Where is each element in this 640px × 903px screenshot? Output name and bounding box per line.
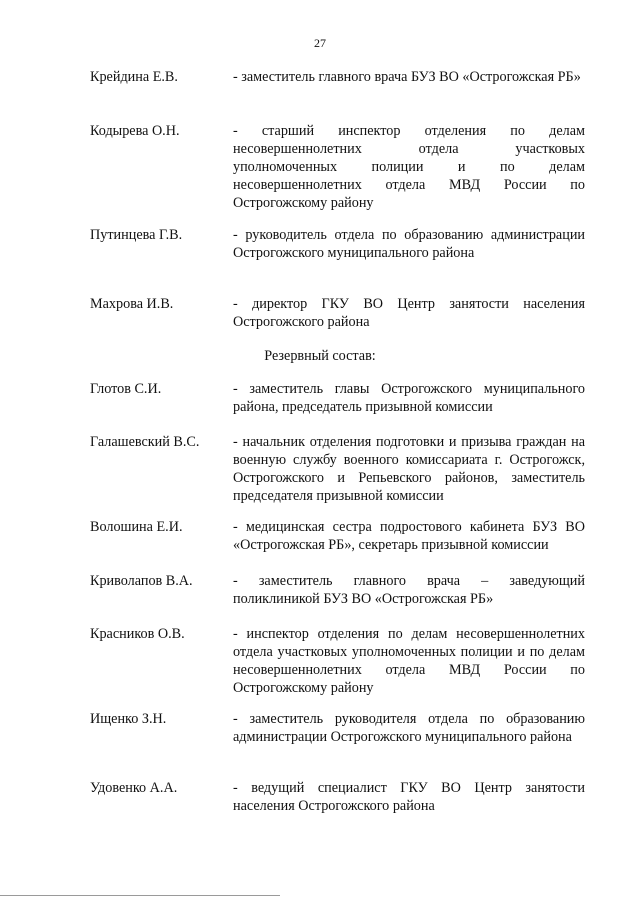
member-role: - медицинская сестра подростового кабинета БУЗ ВО «Острогожская РБ», секретарь призывной комиссии xyxy=(233,519,585,553)
member-role: - инспектор отделения по делам несовершеннолетних отдела участковых уполномоченных полиции и по делам несовершеннолетних отдела МВД России по Острогожскому району xyxy=(233,626,585,696)
member-row-kreydina xyxy=(90,68,585,86)
reserve-heading: Резервный состав: xyxy=(264,348,376,364)
member-role: - руководитель отдела по образованию администрации Острогожского муниципального района xyxy=(233,227,585,261)
member-row-glotov xyxy=(90,380,585,416)
member-row-krivolapov xyxy=(90,572,585,608)
member-role: - начальник отделения подготовки и призыва граждан на военную службу военного комиссариата г. Острогожск, Острогожского и Репьевского районов, заместитель председателя призывной комиссии xyxy=(233,434,585,504)
member-row-kodyreva xyxy=(90,122,585,212)
page-number: 27 xyxy=(314,36,326,50)
member-name: Криволапов В.А. xyxy=(90,573,193,589)
member-name: Путинцева Г.В. xyxy=(90,227,183,243)
member-row-udovenko xyxy=(90,779,585,815)
member-name: Кодырева О.Н. xyxy=(90,123,180,139)
member-role: - ведущий специалист ГКУ ВО Центр занятости населения Острогожского района xyxy=(233,780,585,814)
member-row-krasnikov xyxy=(90,625,585,697)
member-row-putintseva xyxy=(90,226,585,262)
member-name: Махрова И.В. xyxy=(90,296,174,312)
member-name: Волошина Е.И. xyxy=(90,519,183,535)
member-row-voloshina xyxy=(90,518,585,554)
member-name: Ищенко З.Н. xyxy=(90,711,167,727)
member-role: - заместитель главного врача – заведующий поликлиникой БУЗ ВО «Острогожская РБ» xyxy=(233,573,585,607)
member-role: - заместитель руководителя отдела по образованию администрации Острогожского муниципального района xyxy=(233,711,585,745)
member-row-galashevsky xyxy=(90,433,585,505)
member-role: - заместитель главного врача БУЗ ВО «Острогожская РБ» xyxy=(233,69,581,85)
member-name: Глотов С.И. xyxy=(90,381,162,397)
member-row-makhrova xyxy=(90,295,585,331)
member-name: Галашевский В.С. xyxy=(90,434,200,450)
member-row-ishchenko xyxy=(90,710,585,746)
member-role: - директор ГКУ ВО Центр занятости населения Острогожского района xyxy=(233,296,585,330)
member-name: Красников О.В. xyxy=(90,626,185,642)
member-name: Удовенко А.А. xyxy=(90,780,178,796)
bottom-scan-line xyxy=(0,895,280,896)
member-name: Крейдина Е.В. xyxy=(90,69,178,85)
member-role: - старший инспектор отделения по делам несовершеннолетних отдела участковых уполномоченных полиции и по делам несовершеннолетних отдела МВД России по Острогожскому району xyxy=(233,123,585,211)
member-role: - заместитель главы Острогожского муниципального района, председатель призывной комиссии xyxy=(233,381,585,415)
